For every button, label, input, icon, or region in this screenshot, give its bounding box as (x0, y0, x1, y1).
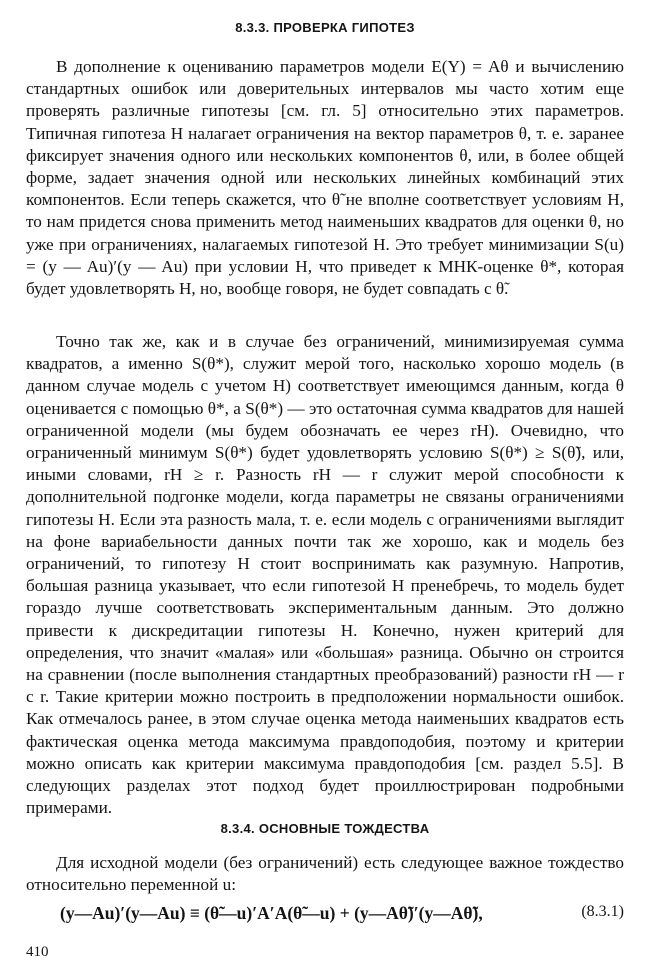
equation-row (26, 903, 624, 929)
section-heading: 8.3.3. ПРОВЕРКА ГИПОТЕЗ (235, 20, 415, 35)
subsection-heading: 8.3.4. ОСНОВНЫЕ ТОЖДЕСТВА (220, 821, 430, 836)
identity-formula: (y—Au)′(y—Au) ≡ (θ̃—u)′A′A(θ̃—u) + (y—Aθ̃)′(y—Aθ̃), (60, 903, 483, 923)
paragraph-hypothesis-intro: В дополнение к оцениванию параметров модели E(Y) = Aθ и вычислению стандартных ошибок или доверительных интервалов мы часто хотим еще проверять различные гипотезы [см. гл. 5] относительно этих параметров. Типичная гипотеза H налагает ограничения на вектор параметров θ, т. е. заранее фиксирует значения одного или нескольких компонентов θ, или, в более общей форме, задает значения одной или нескольких линейных комбинаций этих компонентов. Если теперь скажется, что θ̃ не вполне соответствует условиям H, то нам придется снова применить метод наименьших квадратов для оценки θ, но уже при ограничениях, налагаемых гипотезой H. Это требует минимизации S(u) = (y — Au)′(y — Au) при условии H, что приведет к МНК-оценке θ*, которая будет удовлетворять H, но, вообще говоря, не будет совпадать с θ̃. (26, 57, 624, 299)
paragraph-identity-intro: Для исходной модели (без ограничений) есть следующее важное тождество относительно переменной u: (26, 853, 624, 895)
equation-number: (8.3.1) (581, 903, 624, 920)
paragraph-residual-sum: Точно так же, как и в случае без ограничений, минимизируемая сумма квадратов, а именно S(θ*), служит мерой того, насколько хорошо модель (в данном случае модель с учетом H) соответствует имеющимся данным, когда θ оценивается с помощью θ*, а S(θ*) — это остаточная сумма квадратов для нашей ограниченной модели (мы будем обозначать ее через rH). Очевидно, что ограниченный минимум S(θ*) будет удовлетворять условию S(θ*) ≥ S(θ̃), или, иными словами, rH ≥ r. Разность rH — r служит мерой способности к дополнительной подгонке модели, когда параметры не связаны ограничениями гипотезы H. Если эта разность мала, т. е. если модель с ограничениями выглядит на фоне вариабельности данных почти так же хорошо, как и модель без ограничений, то гипотезу H стоит воспринимать как разумную. Напротив, большая разница указывает, что если гипотезой H пренебречь, то модель будет гораздо лучше соответствовать экспериментальным данным. Это должно привести к дискредитации гипотезы H. Конечно, нужен критерий для определения, что значит «малая» или «большая» разница. Обычно он строится на сравнении (после выполнения стандартных преобразований) разности rH — r с r. Такие критерии можно построить в предположении нормальности ошибок. Как отмечалось ранее, в этом случае оценка метода наименьших квадратов есть фактическая оценка метода максимума правдоподобия, поэтому и критерии можно описать как критерии максимума правдоподобия [см. раздел 5.5]. В следующих разделах этот подход будет проиллюстрирован подробными примерами. (26, 332, 624, 818)
page-number: 410 (26, 944, 49, 960)
